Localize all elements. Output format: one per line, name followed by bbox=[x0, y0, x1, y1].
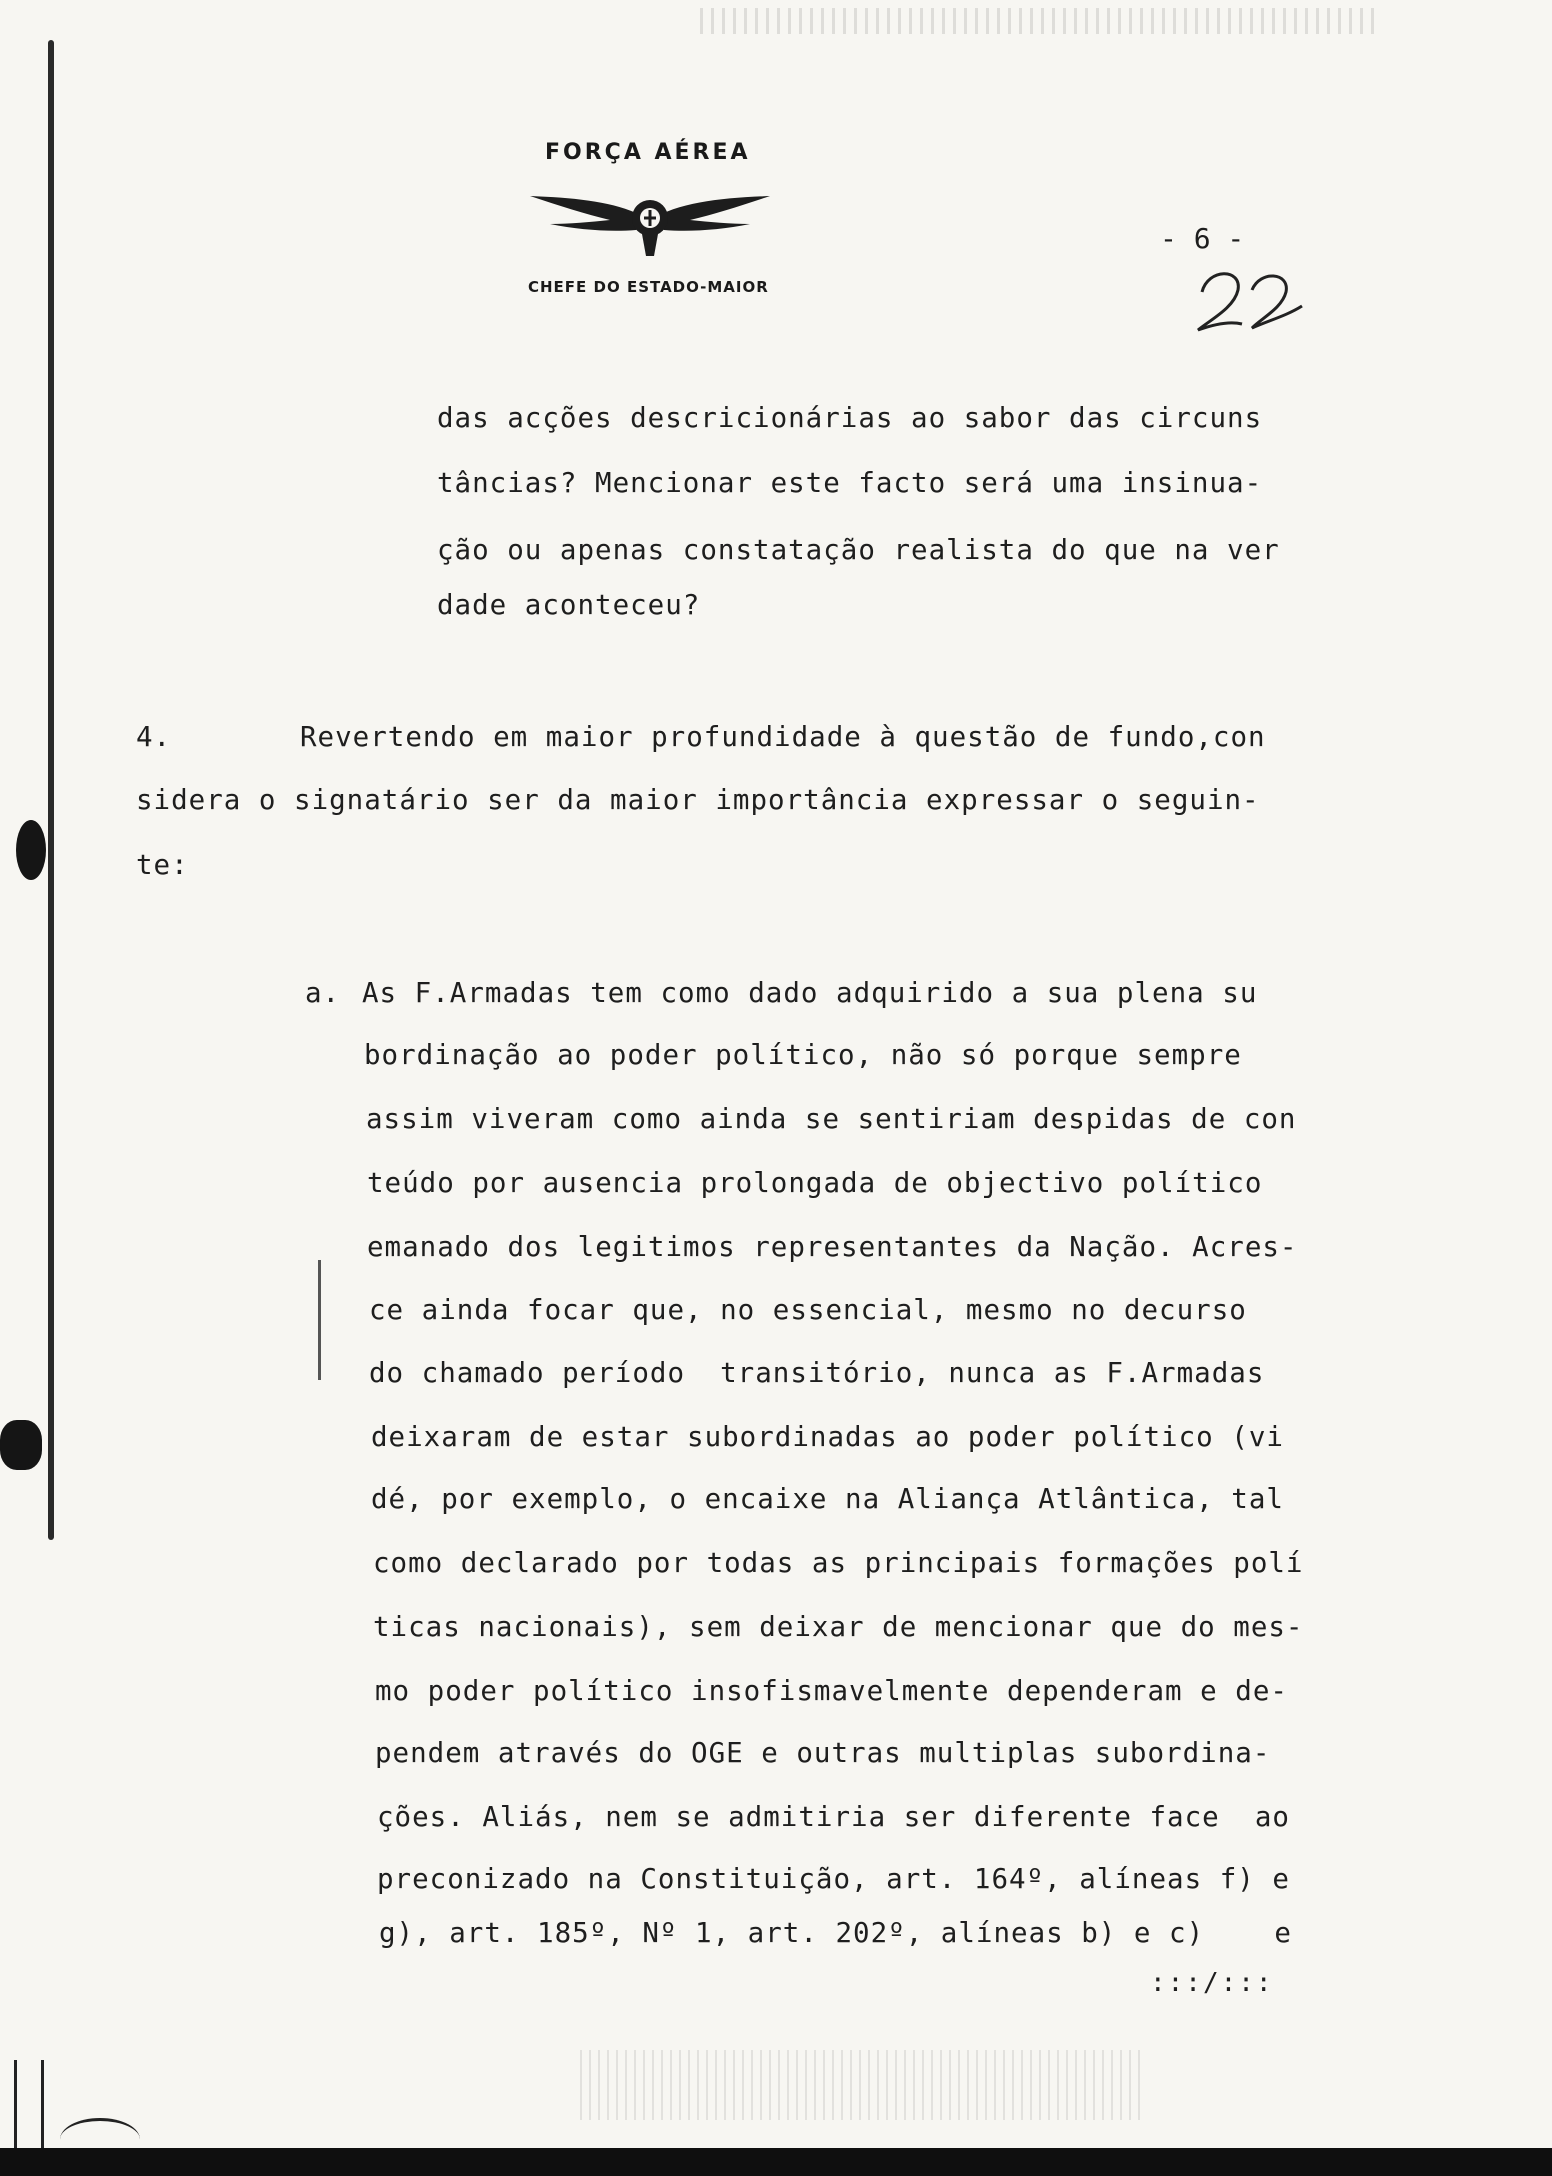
continuation-line: das acções descricionárias ao sabor das circuns bbox=[437, 402, 1263, 434]
letterhead-title: FORÇA AÉREA bbox=[545, 140, 751, 165]
binder-hole-mark-lower bbox=[0, 1420, 42, 1470]
scan-bottom-border bbox=[0, 2148, 1552, 2176]
list-item-marker: a. bbox=[305, 977, 341, 1009]
list-item-line: como declarado por todas as principais formações polí bbox=[373, 1547, 1304, 1579]
list-item-line: teúdo por ausencia prolongada de objectivo político bbox=[367, 1167, 1263, 1199]
list-item-line: emanado dos legitimos representantes da Nação. Acres- bbox=[367, 1231, 1298, 1263]
scan-left-edge bbox=[48, 40, 54, 1540]
scan-edge-lines bbox=[14, 2060, 44, 2160]
section-line: te: bbox=[136, 849, 189, 881]
winged-emblem-icon bbox=[530, 180, 770, 270]
continuation-line: dade aconteceu? bbox=[437, 589, 701, 621]
list-item-line: ce ainda focar que, no essencial, mesmo no decurso bbox=[369, 1294, 1247, 1326]
section-number: 4. bbox=[136, 721, 172, 753]
list-item-line: bordinação ao poder político, não só porque sempre bbox=[364, 1039, 1242, 1071]
section-line: Revertendo em maior profundidade à questão de fundo,con bbox=[300, 721, 1266, 753]
scan-noise-top bbox=[700, 8, 1380, 34]
section-line: sidera o signatário ser da maior importância expressar o seguin- bbox=[136, 784, 1260, 816]
list-item-line: As F.Armadas tem como dado adquirido a sua plena su bbox=[362, 977, 1258, 1009]
scan-noise-bottom bbox=[580, 2050, 1140, 2120]
continuation-mark: :::/::: bbox=[1150, 1968, 1274, 1998]
list-item-line: pendem através do OGE e outras multiplas subordina- bbox=[375, 1737, 1271, 1769]
continuation-line: ção ou apenas constatação realista do que na ver bbox=[437, 534, 1280, 566]
letterhead-subtitle: CHEFE DO ESTADO-MAIOR bbox=[528, 278, 769, 296]
handwritten-page-mark bbox=[1190, 262, 1310, 342]
margin-bar-mark bbox=[318, 1260, 321, 1380]
list-item-line: g), art. 185º, Nº 1, art. 202º, alíneas b) e c) e bbox=[379, 1917, 1292, 1949]
list-item-line: ções. Aliás, nem se admitiria ser diferente face ao bbox=[377, 1801, 1290, 1833]
list-item-line: deixaram de estar subordinadas ao poder político (vi bbox=[371, 1421, 1284, 1453]
continuation-line: tâncias? Mencionar este facto será uma insinua- bbox=[437, 467, 1263, 499]
list-item-line: preconizado na Constituição, art. 164º, alíneas f) e bbox=[377, 1863, 1290, 1895]
page-number: - 6 - bbox=[1160, 222, 1245, 255]
list-item-line: assim viveram como ainda se sentiriam despidas de con bbox=[366, 1103, 1297, 1135]
binder-hole-mark bbox=[16, 820, 46, 880]
list-item-line: dé, por exemplo, o encaixe na Aliança Atlântica, tal bbox=[371, 1483, 1284, 1515]
list-item-line: do chamado período transitório, nunca as F.Armadas bbox=[369, 1357, 1265, 1389]
list-item-line: ticas nacionais), sem deixar de mencionar que do mes- bbox=[373, 1611, 1304, 1643]
list-item-line: mo poder político insofismavelmente dependeram e de- bbox=[375, 1675, 1288, 1707]
